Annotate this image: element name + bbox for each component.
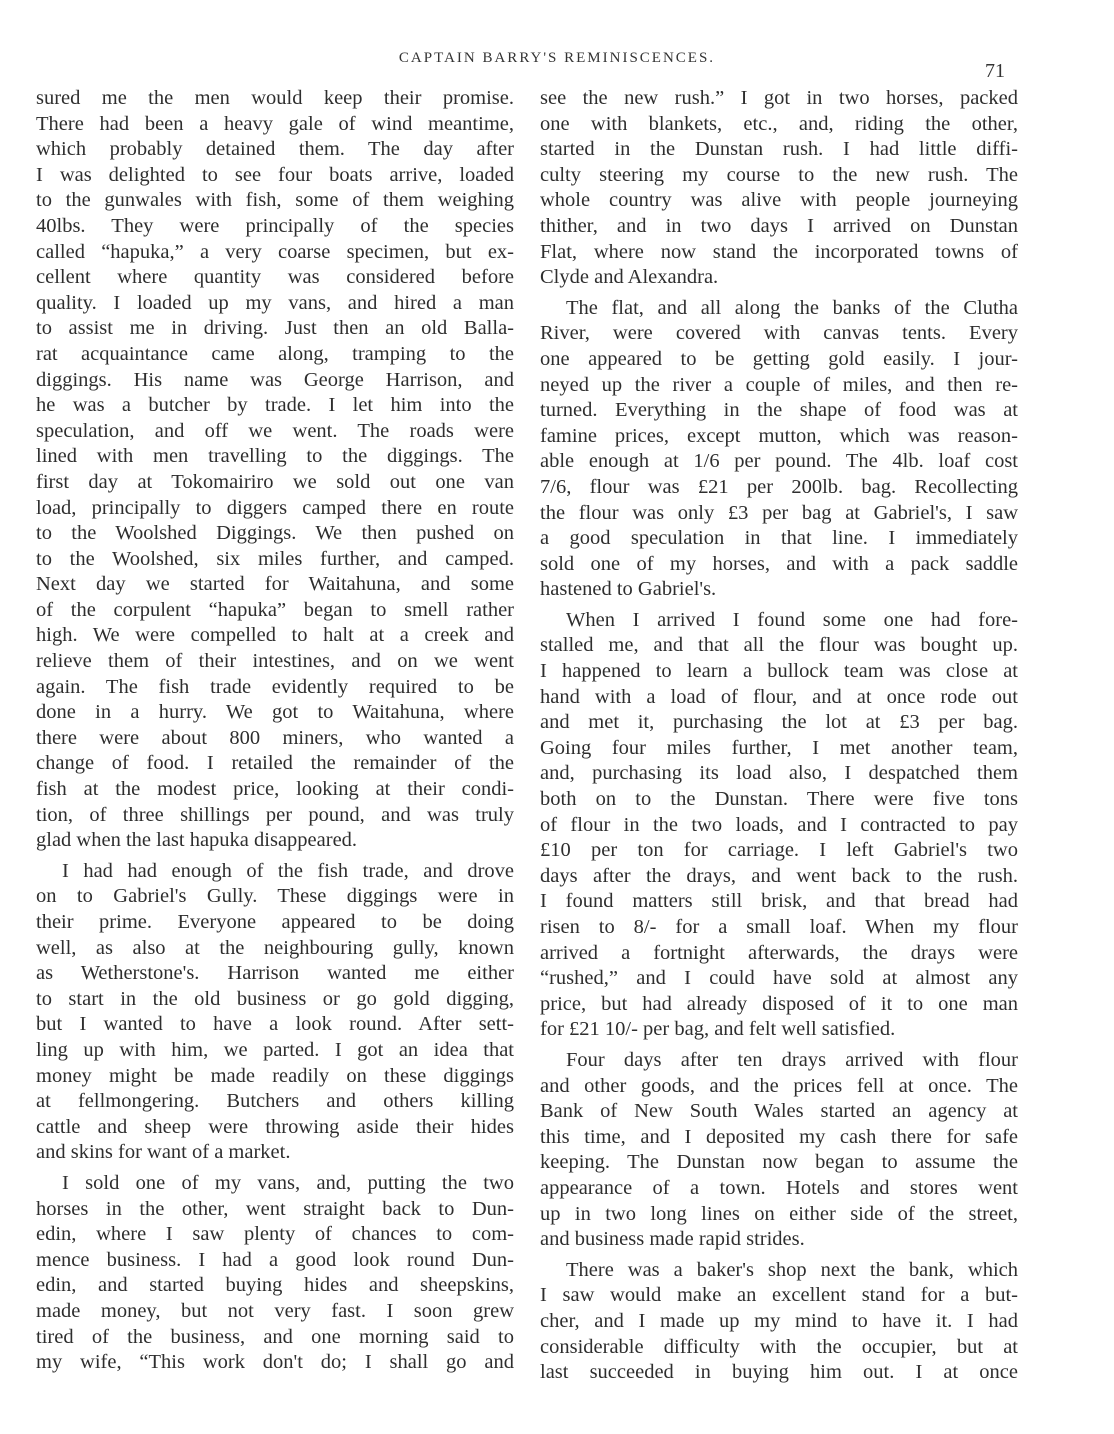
left-column [36,86,514,1376]
text-line: one with blankets, etc., and, riding the other, [540,112,1018,135]
text-line: again. The fish trade evidently required to be [36,675,514,698]
text-line: culty steering my course to the new rush. The [540,163,1018,186]
text-line: this time, and I deposited my cash there for safe [540,1125,1018,1148]
text-line: hand with a load of flour, and at once rode out [540,685,1018,708]
text-line: Next day we started for Waitahuna, and some [36,573,514,596]
text-line: When I arrived I found some one had fore- [566,608,1018,631]
text-line: £10 per ton for carriage. I left Gabriel's two [540,839,1018,862]
text-line: I happened to learn a bullock team was close at [540,660,1018,683]
text-line: There had been a heavy gale of wind meantime, [36,112,514,135]
text-line: called “hapuka,” a very coarse specimen, but ex- [36,240,514,263]
text-line: cattle and sheep were throwing aside their hides [36,1115,514,1138]
text-line: horses in the other, went straight back to Dun- [36,1197,514,1220]
text-line: hastened to Gabriel's. [540,578,717,601]
text-line: and, purchasing its load also, I despatched them [540,762,1018,785]
text-line: which probably detained them. The day after [36,138,514,161]
text-line: diggings. His name was George Harrison, and [36,368,514,391]
text-line: Bank of New South Wales started an agency at [540,1100,1018,1123]
paragraph [540,86,1018,291]
text-line: for £21 10/- per bag, and felt well satisfied. [540,1018,896,1041]
text-line: change of food. I retailed the remainder of the [36,752,514,775]
paragraph [540,296,1018,603]
running-head: CAPTAIN BARRY'S REMINISCENCES. [398,50,716,66]
text-line: tion, of three shillings per pound, and was truly [36,803,514,826]
text-line: well, as also at the neighbouring gully, known [36,936,514,959]
text-line: There was a baker's shop next the bank, which [566,1258,1018,1281]
text-line: of flour in the two loads, and I contracted to pay [540,813,1018,836]
text-line: relieve them of their intestines, and on we went [36,650,514,673]
text-line: days after the drays, and went back to the rush. [540,864,1018,887]
paragraph [36,859,514,1166]
text-line: both on to the Dunstan. There were five tons [540,788,1018,811]
page-number: 71 [985,60,1005,82]
text-line: last succeeded in buying him out. I at once [540,1361,1018,1384]
text-line: load, principally to diggers camped there en route [36,496,514,519]
text-line: and other goods, and the prices fell at once. The [540,1074,1018,1097]
text-line: arrived a fortnight afterwards, the drays were [540,941,1018,964]
text-line: Clyde and Alexandra. [540,266,719,289]
text-line: of the corpulent “hapuka” began to smell rather [36,598,514,621]
text-line: ling up with him, we parted. I got an idea that [36,1038,514,1061]
text-line: to the Woolshed, six miles further, and camped. [36,547,514,570]
paragraph [36,86,514,854]
right-column [540,86,1018,1386]
text-line: he was a butcher by trade. I let him into the [36,394,514,417]
text-line: a good speculation in that line. I immediately [540,527,1018,550]
text-line: high. We were compelled to halt at a creek and [36,624,514,647]
text-line: keeping. The Dunstan now began to assume the [540,1151,1018,1174]
text-line: to start in the old business or go gold digging, [36,987,514,1010]
text-line: River, were covered with canvas tents. Every [540,322,1018,345]
text-line: appearance of a town. Hotels and stores went [540,1176,1018,1199]
text-line: Flat, where now stand the incorporated towns of [540,240,1018,263]
text-line: their prime. Everyone appeared to be doing [36,911,514,933]
text-line: first day at Tokomairiro we sold out one van [36,470,514,493]
text-line: and met it, purchasing the lot at £3 per bag. [540,711,1018,734]
text-line: and skins for want of a market. [36,1141,291,1164]
text-line: cellent where quantity was considered before [36,266,514,289]
text-line: money might be made readily on these diggings [36,1064,514,1087]
paragraph [540,1048,1018,1253]
text-line: sold one of my horses, and with a pack saddle [540,552,1018,575]
text-line: lined with men travelling to the diggings. The [36,445,514,468]
text-line: Four days after ten drays arrived with flour [566,1048,1018,1071]
text-line: able enough at 1/6 per pound. The 4lb. loaf cost [540,450,1018,473]
text-line: I saw would make an excellent stand for a but- [540,1284,1018,1307]
text-line: turned. Everything in the shape of food was at [540,399,1018,422]
text-line: risen to 8/- for a small loaf. When my flour [540,916,1018,938]
text-line: to the gunwales with fish, some of them weighing [36,189,514,212]
text-line: the flour was only £3 per bag at Gabriel's, I saw [540,501,1018,524]
text-line: glad when the last hapuka disappeared. [36,829,358,852]
text-line: to the Woolshed Diggings. We then pushed on [36,522,514,545]
text-line: Going four miles further, I met another team, [540,736,1018,759]
text-line: The flat, and all along the banks of the Clutha [566,296,1018,319]
text-line: on to Gabriel's Gully. These diggings were in [36,885,514,908]
text-line: cher, and I made up my mind to have it. I had [540,1309,1018,1332]
text-line: made money, but not very fast. I soon grew [36,1299,514,1322]
text-line: I found matters still brisk, and that bread had [540,890,1018,913]
text-line: mence business. I had a good look round Dun- [36,1248,514,1271]
text-line: as Wetherstone's. Harrison wanted me either [36,962,514,985]
text-line: stalled me, and that all the flour was bought up. [540,634,1018,657]
text-line: fish at the modest price, looking at their condi- [36,778,514,801]
text-line: sured me the men would keep their promise. [36,87,514,109]
text-line: rat acquaintance came along, tramping to the [36,342,514,365]
paragraph [36,1171,514,1376]
text-line: started in the Dunstan rush. I had little diffi- [540,138,1018,161]
text-line: but I wanted to have a look round. After sett- [36,1013,514,1036]
text-line: see the new rush.” I got in two horses, packed [540,87,1018,109]
text-line: done in a hurry. We got to Waitahuna, where [36,701,514,724]
text-line: one appeared to be getting gold easily. I jour- [540,347,1018,370]
text-line: “rushed,” and I could have sold at almost any [540,967,1018,990]
text-line: edin, and started buying hides and sheepskins, [36,1274,514,1297]
text-line: 40lbs. They were principally of the species [36,214,514,237]
text-line: and business made rapid strides. [540,1228,805,1251]
text-line: tired of the business, and one morning said to [36,1325,514,1348]
text-line: my wife, “This work don't do; I shall go and [36,1351,514,1374]
text-line: speculation, and off we went. The roads were [36,419,514,442]
text-line: I had had enough of the fish trade, and drove [62,859,514,882]
text-line: thither, and in two days I arrived on Dunstan [540,214,1018,237]
text-line: quality. I loaded up my vans, and hired a man [36,291,514,314]
text-line: up in two long lines on either side of the street, [540,1202,1018,1225]
text-line: whole country was alive with people journeying [540,189,1018,212]
text-line: neyed up the river a couple of miles, and then re- [540,373,1018,396]
text-line: considerable difficulty with the occupier, but at [540,1335,1018,1358]
text-line: there were about 800 miners, who wanted a [36,726,514,749]
text-line: I sold one of my vans, and, putting the two [62,1171,514,1194]
paragraph [540,608,1018,1043]
text-line: 7/6, flour was £21 per 200lb. bag. Recollecting [540,475,1018,498]
text-line: I was delighted to see four boats arrive, loaded [36,163,514,186]
text-line: price, but had already disposed of it to one man [540,992,1018,1015]
text-line: to assist me in driving. Just then an old Balla- [36,317,514,340]
paragraph [540,1258,1018,1386]
text-line: edin, where I saw plenty of chances to com- [36,1223,514,1246]
text-line: at fellmongering. Butchers and others killing [36,1090,514,1113]
text-line: famine prices, except mutton, which was reason- [540,424,1018,447]
